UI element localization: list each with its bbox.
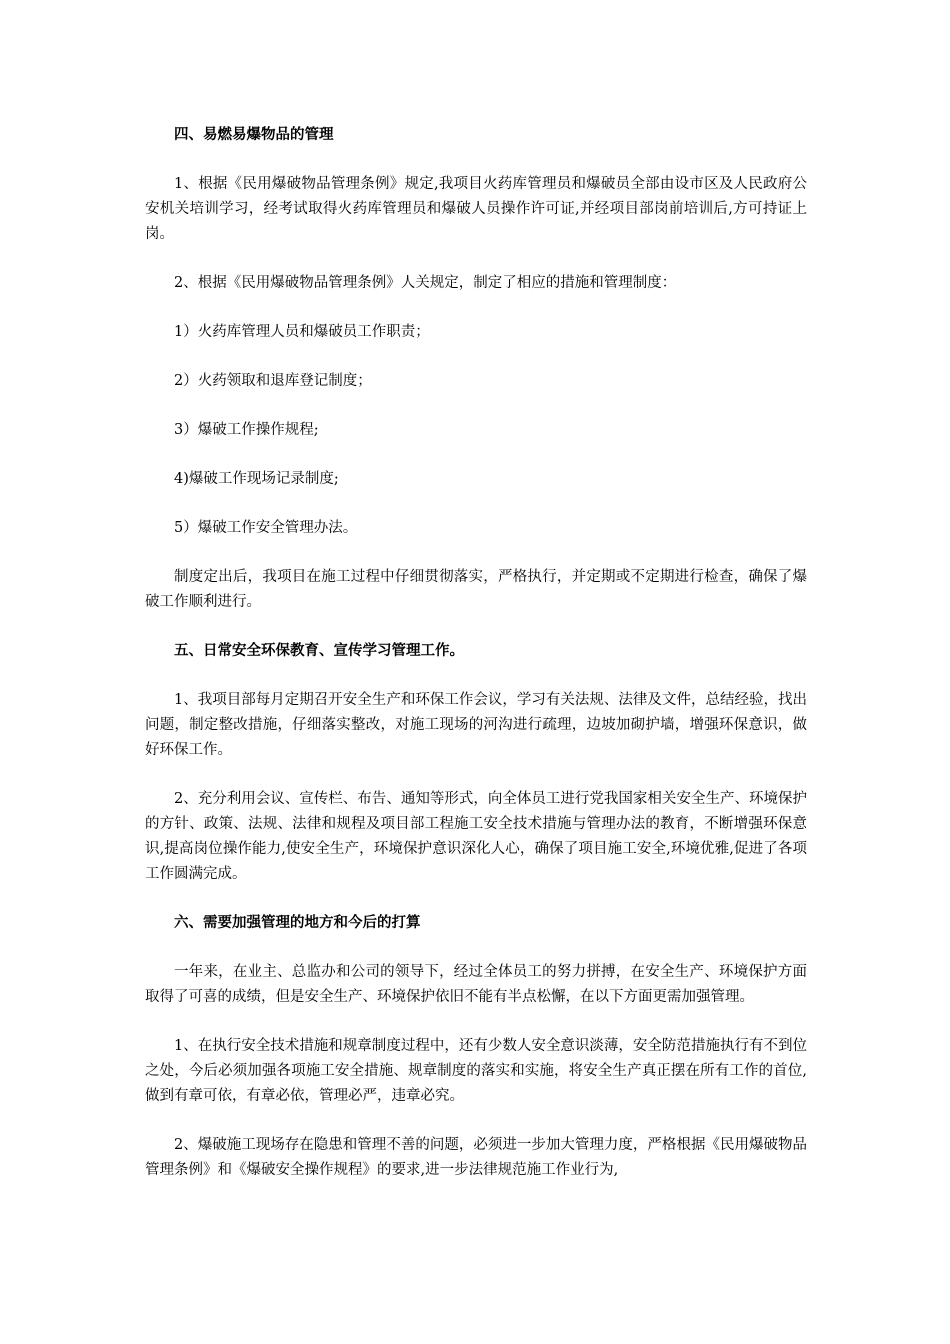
paragraph: 2、爆破施工现场存在隐患和管理不善的问题，必须进一步加大管理力度，严格根据《民用爆破物品管理条例》和《爆破安全操作规程》的要求,进一步法律规范施工作业行为, [145,1137,807,1178]
document-page [145,123,807,1207]
section-heading-6: 六、需要加强管理的地方和今后的打算 [174,915,421,931]
paragraph: 2、根据《民用爆破物品管理条例》人关规定，制定了相应的措施和管理制度： [174,275,677,291]
section-heading-5: 五、日常安全环保教育、宣传学习管理工作。 [174,643,464,659]
list-item: 3）爆破工作操作规程; [174,422,319,438]
list-item: 1）火药库管理人员和爆破员工作职责； [174,324,430,340]
list-item: 5）爆破工作安全管理办法。 [174,520,358,536]
paragraph: 1、根据《民用爆破物品管理条例》规定,我项目火药库管理员和爆破员全部由设市区及人民政府公安机关培训学习，经考试取得火药库管理员和爆破人员操作许可证,并经项目部岗前培训后,方可持证上岗。 [145,176,807,242]
paragraph: 2、充分利用会议、宣传栏、布告、通知等形式，向全体员工进行党我国家相关安全生产、环境保护的方针、政策、法规、法律和规程及项目部工程施工安全技术措施与管理办法的教育，不断增强环保意识,提高岗位操作能力,使安全生产，环境保护意识深化人心，确保了项目施工安全,环境优雅,促进了各项工作圆满完成。 [145,791,807,882]
paragraph: 1、在执行安全技术措施和规章制度过程中，还有少数人安全意识淡薄，安全防范措施执行有不到位之处，今后必须加强各项施工安全措施、规章制度的落实和实施，将安全生产真正摆在所有工作的首位,做到有章可依，有章必依，管理必严，违章必究。 [145,1038,807,1104]
paragraph: 1、我项目部每月定期召开安全生产和环保工作会议，学习有关法规、法律及文件，总结经验，找出问题，制定整改措施，仔细落实整改，对施工现场的河沟进行疏理，边坡加砌护墙，增强环保意识，做好环保工作。 [145,692,807,758]
paragraph: 一年来，在业主、总监办和公司的领导下，经过全体员工的努力拼搏，在安全生产、环境保护方面取得了可喜的成绩，但是安全生产、环境保护依旧不能有半点松懈，在以下方面更需加强管理。 [145,964,807,1005]
paragraph: 制度定出后，我项目在施工过程中仔细贯彻落实，严格执行，并定期或不定期进行检查，确保了爆破工作顺利进行。 [145,569,807,610]
section-heading-4: 四、易燃易爆物品的管理 [174,127,334,143]
list-item: 2）火药领取和退库登记制度； [174,373,372,389]
list-item: 4)爆破工作现场记录制度; [174,471,339,487]
